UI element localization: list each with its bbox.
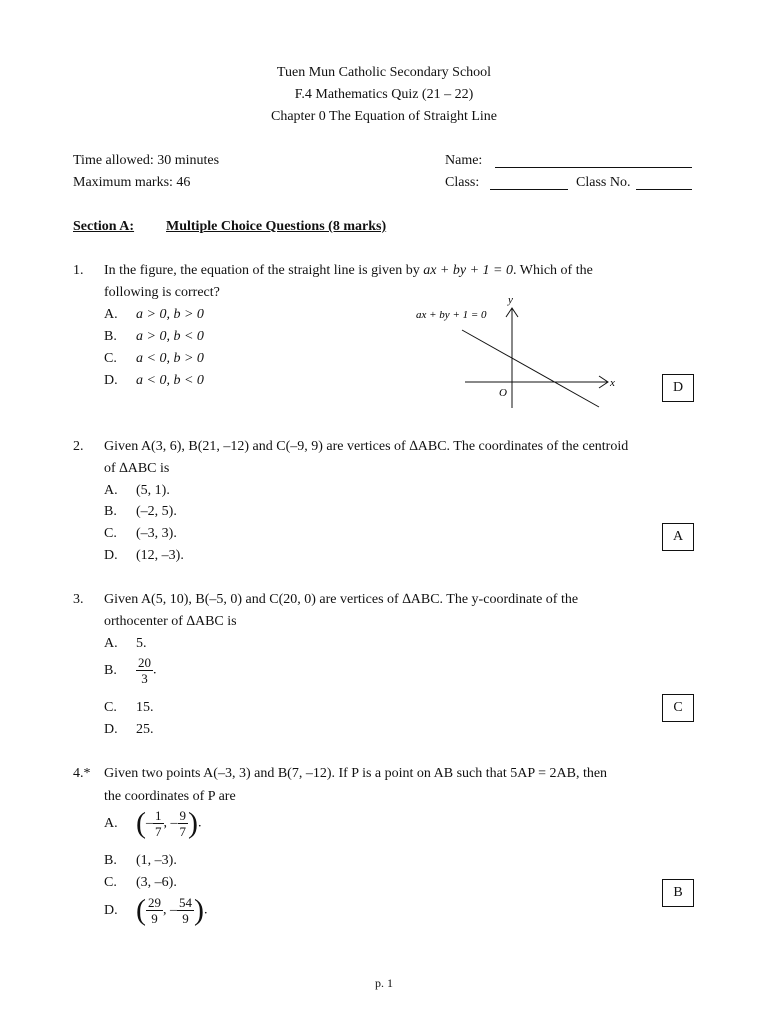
question-1-text-a: In the figure, the equation of the straight line is given by	[104, 263, 424, 278]
question-3-answer-box: C	[662, 694, 694, 722]
straight-line	[462, 330, 599, 407]
question-4-answer-box: B	[662, 879, 694, 907]
left-paren: (	[136, 806, 146, 840]
question-1-option-d[interactable]: D. a < 0, b < 0	[104, 373, 204, 388]
question-2-option-b[interactable]: B. (–2, 5).	[104, 504, 177, 519]
question-3-line-2: orthocenter of ∆ABC is	[104, 614, 237, 629]
line-equation-label: ax + by + 1 = 0	[416, 309, 487, 321]
question-2-option-c[interactable]: C. (–3, 3).	[104, 526, 177, 541]
class-no-field[interactable]	[636, 174, 692, 190]
school-name: Tuen Mun Catholic Secondary School	[276, 65, 492, 80]
question-1-option-b[interactable]: B. a > 0, b < 0	[104, 329, 204, 344]
question-2-line-1: Given A(3, 6), B(21, –12) and C(–9, 9) are vertices of ∆ABC. The coordinates of the centroid	[104, 439, 629, 454]
fraction: $\frac{1}{7}$	[155, 808, 162, 839]
question-4-option-b[interactable]: B. (1, –3).	[104, 853, 177, 868]
question-1-equation: ax + by + 1 = 0	[423, 263, 513, 278]
y-axis-label: y	[508, 294, 513, 306]
question-2-line-2: of ∆ABC is	[104, 461, 170, 476]
question-1-option-c[interactable]: C. a < 0, b > 0	[104, 351, 204, 366]
question-2-answer-box: A	[662, 523, 694, 551]
question-1-number: 1.	[73, 263, 84, 278]
chapter-title: Chapter 0 The Equation of Straight Line	[270, 109, 498, 124]
right-paren: )	[188, 806, 198, 840]
question-3-option-d[interactable]: D. 25.	[104, 722, 154, 737]
question-4-line-2: the coordinates of P are	[104, 789, 236, 804]
fraction: $\frac{54}{9}$	[179, 895, 192, 926]
section-label: Section A:	[73, 219, 135, 234]
question-4-option-d[interactable]: D. ( $\frac{29}{9}$ , – $\frac{54}{9}$ ).	[104, 893, 208, 927]
fraction: $\frac{9}{7}$	[179, 808, 186, 839]
question-4-option-c[interactable]: C. (3, –6).	[104, 875, 177, 890]
question-1-line-1	[104, 263, 694, 279]
question-4-number: 4.*	[73, 766, 91, 781]
question-4-line-1: Given two points A(–3, 3) and B(7, –12). If P is a point on AB such that 5AP = 2AB, then	[104, 766, 608, 781]
time-allowed: Time allowed: 30 minutes	[73, 153, 220, 168]
maximum-marks: Maximum marks: 46	[73, 175, 191, 190]
x-axis-label: x	[610, 377, 615, 389]
page-number: p. 1	[375, 976, 393, 990]
question-3-option-b[interactable]: B. $\frac{20}{3}$ .	[104, 655, 157, 686]
class-label: Class:	[445, 175, 480, 190]
question-3-option-a[interactable]: A. 5.	[104, 636, 147, 651]
right-paren: )	[194, 893, 204, 927]
question-1-answer-box: D	[662, 374, 694, 402]
question-1-option-a[interactable]: A. a > 0, b > 0	[104, 307, 204, 322]
name-field[interactable]	[495, 152, 692, 168]
left-paren: (	[136, 893, 146, 927]
question-1-text-b: . Which of the	[512, 263, 593, 278]
question-1-figure	[410, 290, 620, 415]
question-2-option-a[interactable]: A. (5, 1).	[104, 483, 170, 498]
section-title: Multiple Choice Questions (8 marks)	[166, 219, 387, 234]
fraction: $\frac{20}{3}$	[138, 655, 151, 686]
origin-label: O	[499, 387, 507, 399]
quiz-title: F.4 Mathematics Quiz (21 – 22)	[294, 87, 474, 102]
fraction: $\frac{29}{9}$	[148, 895, 161, 926]
name-label: Name:	[445, 153, 483, 168]
question-3-option-c[interactable]: C. 15.	[104, 700, 154, 715]
question-2-number: 2.	[73, 439, 84, 454]
question-1-line-2: following is correct?	[104, 285, 220, 300]
class-no-label: Class No.	[576, 175, 631, 190]
question-4-option-a[interactable]: A. (– $\frac{1}{7}$ , – $\frac{9}{7}$ ).	[104, 806, 202, 840]
question-3-line-1: Given A(5, 10), B(–5, 0) and C(20, 0) are vertices of ∆ABC. The y-coordinate of the	[104, 592, 579, 607]
question-2-option-d[interactable]: D. (12, –3).	[104, 548, 184, 563]
class-field[interactable]	[490, 174, 568, 190]
question-3-number: 3.	[73, 592, 84, 607]
